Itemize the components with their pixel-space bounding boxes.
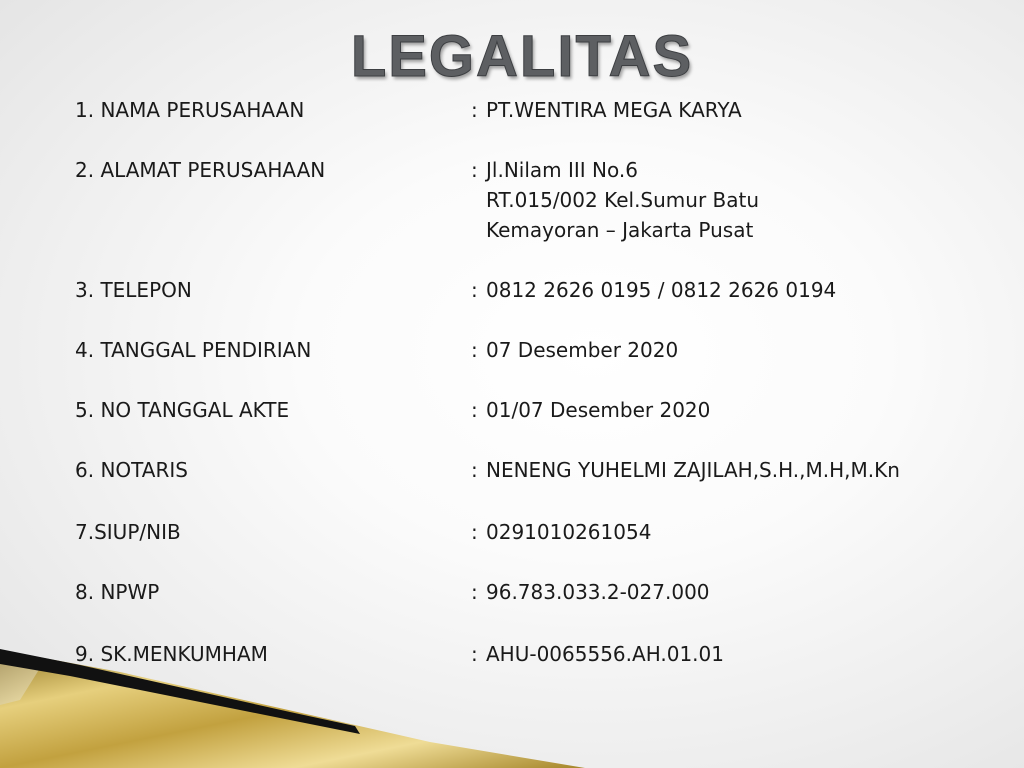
field-value-line: AHU-0065556.AH.01.01 <box>486 642 724 666</box>
field-label: 1. NAMA PERUSAHAAN <box>75 98 305 122</box>
field-colon: : <box>471 642 478 666</box>
field-value <box>486 95 742 125</box>
field-label: 6. NOTARIS <box>75 458 188 482</box>
field-colon: : <box>471 520 478 544</box>
field-value-line: 0812 2626 0195 / 0812 2626 0194 <box>486 278 837 302</box>
field-value-line: RT.015/002 Kel.Sumur Batu <box>486 188 760 212</box>
page-title: LEGALITAS <box>350 24 694 89</box>
field-value-line: Jl.Nilam III No.6 <box>486 158 638 182</box>
field-label: 4. TANGGAL PENDIRIAN <box>75 338 312 362</box>
field-colon: : <box>471 398 478 422</box>
field-colon: : <box>471 338 478 362</box>
field-colon: : <box>471 458 478 482</box>
field-value-line: PT.WENTIRA MEGA KARYA <box>486 98 742 122</box>
field-label: 7.SIUP/NIB <box>75 520 181 544</box>
field-value <box>486 577 710 607</box>
field-value-line: NENENG YUHELMI ZAJILAH,S.H.,M.H,M.Kn <box>486 458 900 482</box>
field-label: 8. NPWP <box>75 580 160 604</box>
field-colon: : <box>471 580 478 604</box>
field-value-line: 96.783.033.2-027.000 <box>486 580 710 604</box>
field-value-line: 07 Desember 2020 <box>486 338 679 362</box>
field-value-line: Kemayoran – Jakarta Pusat <box>486 218 754 242</box>
field-value-line: 0291010261054 <box>486 520 652 544</box>
field-label: 3. TELEPON <box>75 278 192 302</box>
field-label: 2. ALAMAT PERUSAHAAN <box>75 158 326 182</box>
field-value <box>486 275 836 305</box>
field-label: 9. SK.MENKUMHAM <box>75 642 268 666</box>
field-label: 5. NO TANGGAL AKTE <box>75 398 290 422</box>
field-value-line: 01/07 Desember 2020 <box>486 398 711 422</box>
field-colon: : <box>471 278 478 302</box>
field-value <box>486 395 710 425</box>
field-colon: : <box>471 98 478 122</box>
field-colon: : <box>471 158 478 182</box>
field-value <box>486 455 900 485</box>
field-value <box>486 517 651 547</box>
field-value <box>486 155 759 245</box>
field-value <box>486 639 724 669</box>
field-value <box>486 335 678 365</box>
